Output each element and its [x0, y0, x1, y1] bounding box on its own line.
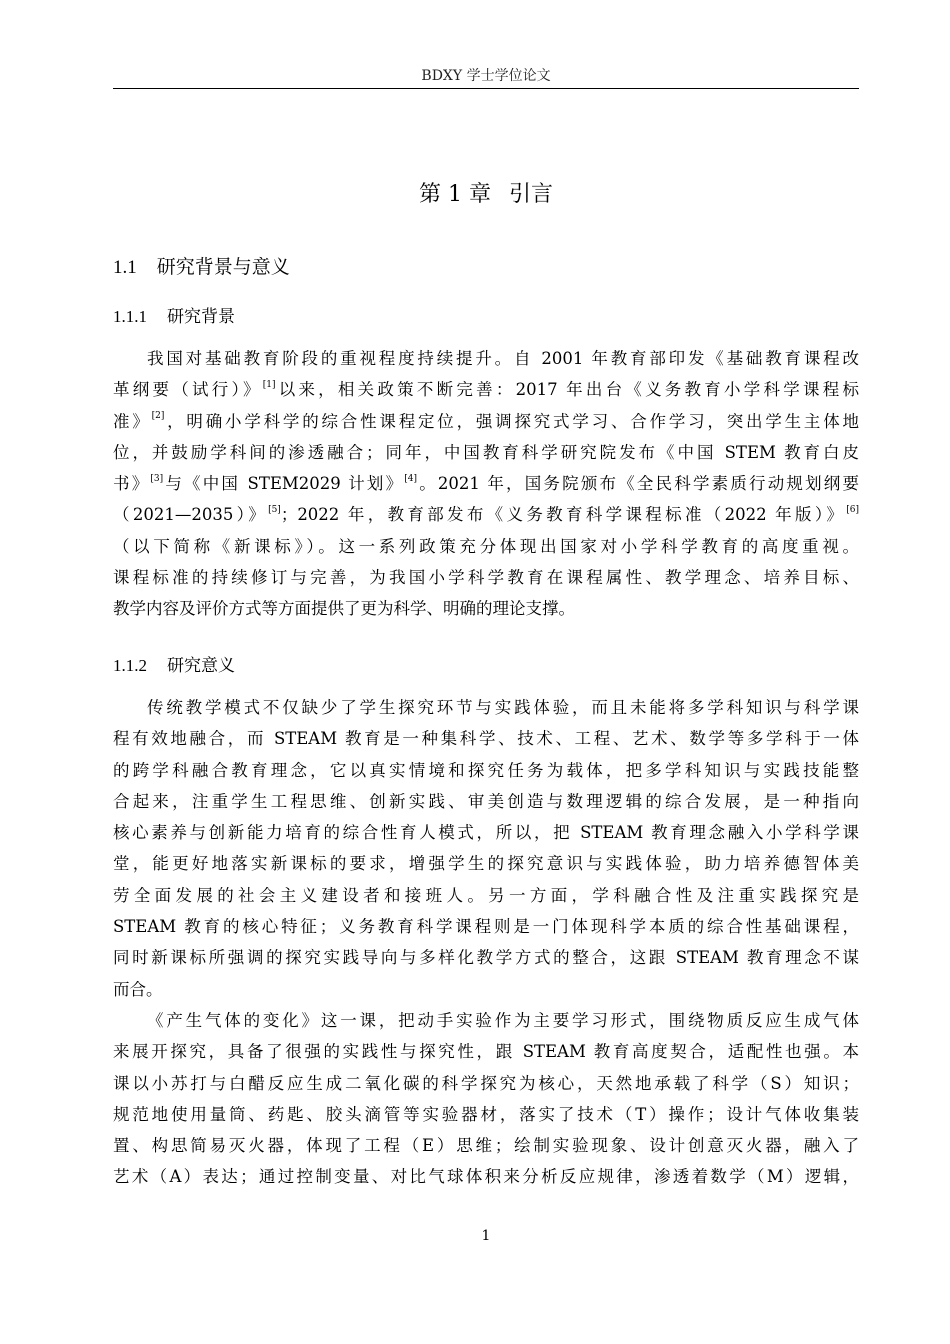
subsection-number: 1.1.2	[113, 656, 147, 675]
paragraph-line: 我国对基础教育阶段的重视程度持续提升。自 2001 年教育部印发《基础教育课程改	[147, 349, 859, 368]
paragraph-line: （以下简称《新课标》）。这一系列政策充分体现出国家对小学科学教育的高度重视。	[113, 536, 859, 556]
subsection-title: 研究意义	[167, 656, 235, 676]
citation[interactable]: [5]	[268, 504, 281, 515]
citation[interactable]: [3]	[150, 473, 164, 484]
header-rule	[113, 88, 859, 89]
citation[interactable]: [6]	[846, 504, 860, 515]
citation[interactable]: [4]	[404, 473, 418, 484]
chapter-title: 引言	[508, 182, 553, 207]
paragraph-line: 准》[2]，明确小学科学的综合性课程定位，强调探究式学习、合作学习，突出学生主体地	[113, 411, 860, 431]
paragraph-line: 劳全面发展的社会主义建设者和接班人。另一方面，学科融合性及注重实践探究是	[113, 885, 859, 905]
paragraph-line: 的跨学科融合教育理念，它以真实情境和探究任务为载体，把多学科知识与实践技能整	[113, 760, 859, 780]
paragraph-line: 来展开探究，具备了很强的实践性与探究性，跟 STEAM 教育高度契合，适配性也强。本	[113, 1042, 859, 1062]
citation[interactable]: [1]	[262, 379, 276, 390]
significance-paragraph-1	[113, 692, 859, 1005]
subsection-heading-background	[113, 303, 235, 331]
background-paragraph	[113, 343, 859, 625]
significance-paragraph-2	[113, 1005, 859, 1193]
paragraph-line: 程有效地融合，而 STEAM 教育是一种集科学、技术、工程、艺术、数学等多学科于一体	[113, 729, 859, 749]
chapter-number: 第 1 章	[419, 182, 491, 207]
paragraph-line: 课以小苏打与白醋反应生成二氧化碳的科学探究为核心，天然地承载了科学（S）知识；	[113, 1073, 859, 1093]
paragraph-line: 书》[3]与《中国 STEM2029 计划》[4]。2021 年，国务院颁布《全民科学素质行动规划纲要	[113, 473, 859, 494]
paragraph-line: 革纲要（试行）》[1]以来，相关政策不断完善：2017 年出台《义务教育小学科学课程标	[113, 379, 859, 400]
section-heading	[113, 252, 290, 283]
paragraph-line: 核心素养与创新能力培育的综合性育人模式，所以，把 STEAM 教育理念融入小学科学课	[113, 823, 859, 843]
section-title: 研究背景与意义	[156, 256, 290, 278]
chapter-heading	[113, 178, 859, 212]
paragraph-line: 同时新课标所强调的探究实践导向与多样化教学方式的整合，这跟 STEAM 教育理念不谋	[113, 948, 859, 968]
paragraph-line: 而合。	[113, 979, 163, 999]
paragraph-line: 《产生气体的变化》这一课，把动手实验作为主要学习形式，围绕物质反应生成气体	[147, 1011, 859, 1030]
paragraph-line: （2021—2035）》[5]；2022 年，教育部发布《义务教育科学课程标准（2022 年版）》[6]	[113, 504, 860, 525]
paragraph-line: 位，并鼓励学科间的渗透融合；同年，中国教育科学研究院发布《中国 STEM 教育白皮	[113, 442, 859, 462]
paragraph-line: 堂，能更好地落实新课标的要求，增强学生的探究意识与实践体验，助力培养德智体美	[113, 854, 859, 874]
page-number: 1	[481, 1228, 491, 1244]
paragraph-line: STEAM 教育的核心特征；义务教育科学课程则是一门体现科学本质的综合性基础课程，	[113, 917, 859, 937]
paragraph-line: 教学内容及评价方式等方面提供了更为科学、明确的理论支撑。	[113, 599, 575, 619]
paragraph-line: 传统教学模式不仅缺少了学生探究环节与实践体验，而且未能将多学科知识与科学课	[147, 698, 859, 717]
running-header: BDXY 学士学位论文	[421, 68, 551, 84]
paragraph-line: 合起来，注重学生工程思维、创新实践、审美创造与数理逻辑的综合发展，是一种指向	[113, 791, 859, 811]
section-number: 1.1	[113, 257, 137, 278]
paragraph-line: 置、构思简易灭火器，体现了工程（E）思维；绘制实验现象、设计创意灭火器，融入了	[113, 1136, 859, 1156]
paragraph-line: 艺术（A）表达；通过控制变量、对比气球体积来分析反应规律，渗透着数学（M）逻辑，	[113, 1167, 859, 1187]
citation[interactable]: [2]	[151, 411, 165, 422]
paragraph-line: 课程标准的持续修订与完善，为我国小学科学教育在课程属性、教学理念、培养目标、	[113, 568, 859, 588]
subsection-heading-significance	[113, 652, 235, 680]
subsection-title: 研究背景	[167, 307, 235, 327]
subsection-number: 1.1.1	[113, 307, 147, 326]
paragraph-line: 规范地使用量筒、药匙、胶头滴管等实验器材，落实了技术（T）操作；设计气体收集装	[113, 1104, 859, 1124]
